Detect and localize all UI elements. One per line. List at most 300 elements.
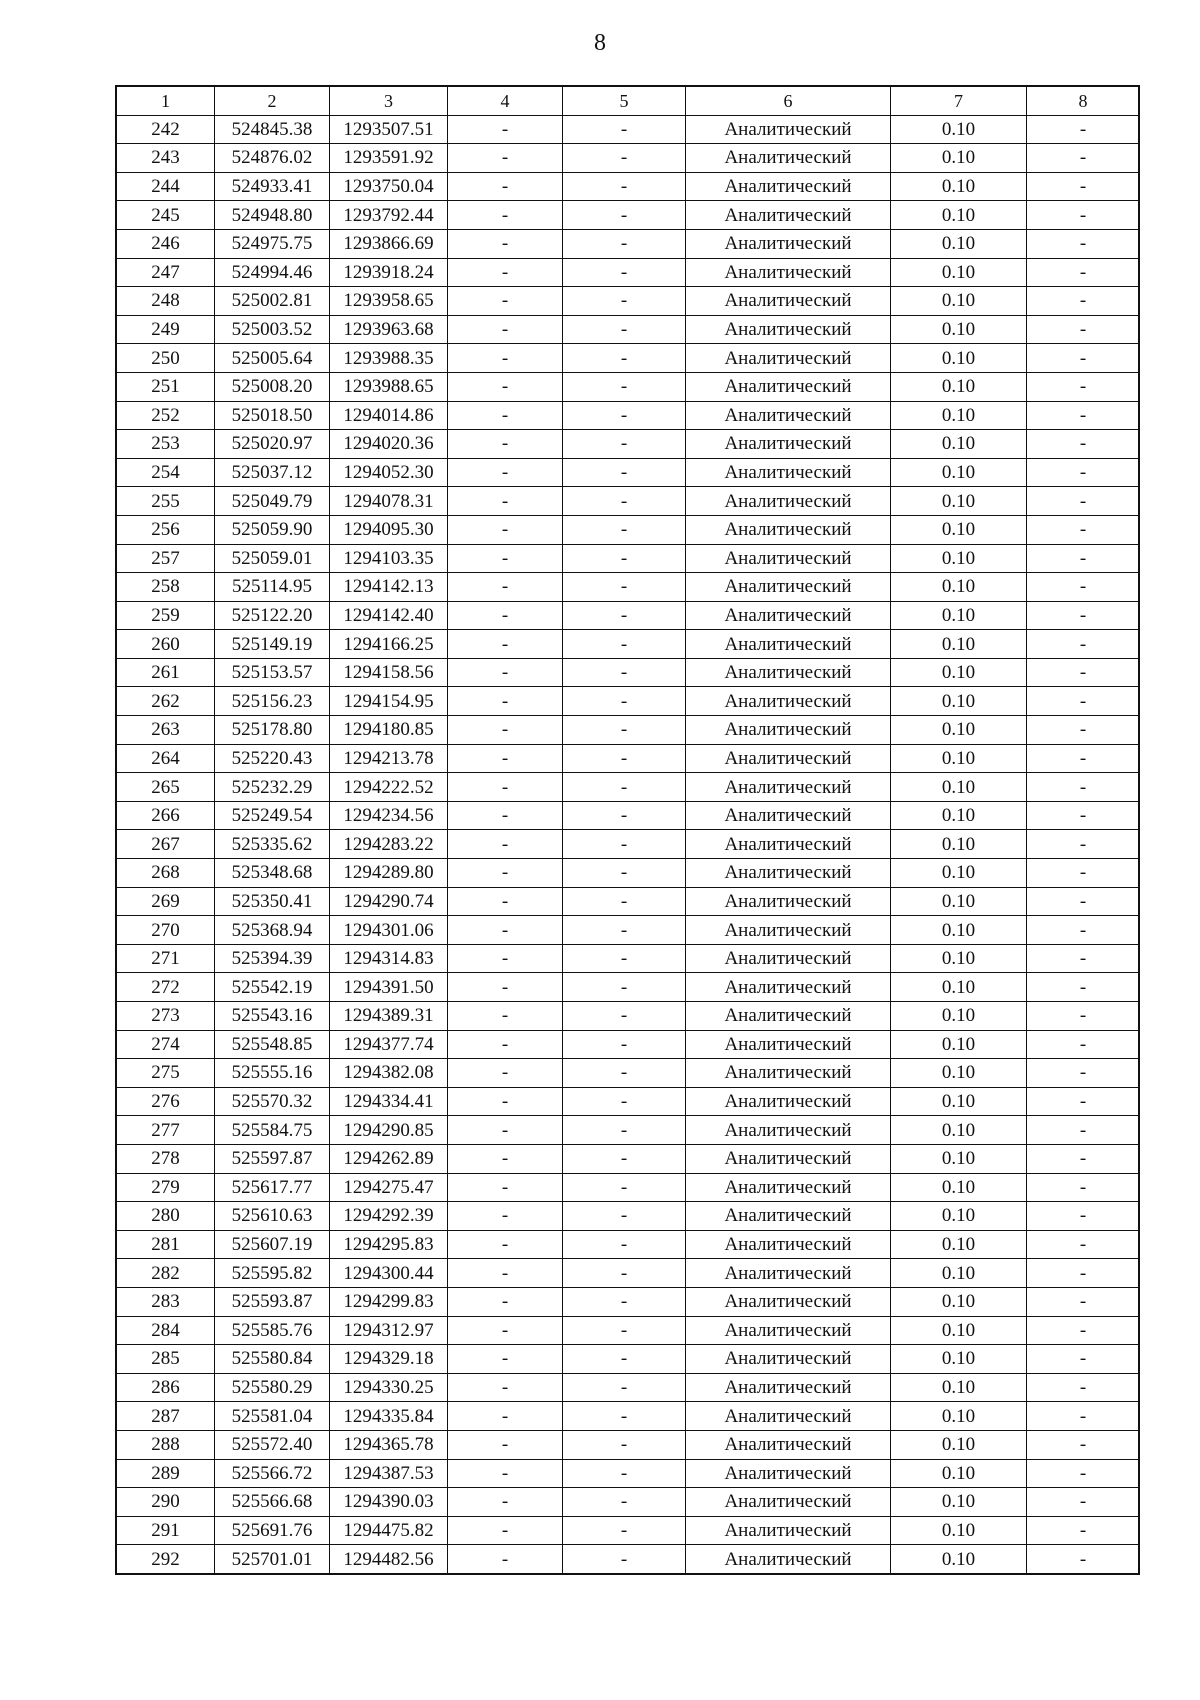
cell-accuracy: 0.10: [891, 687, 1027, 716]
cell-method: Аналитический: [686, 658, 891, 687]
cell-point-number: 270: [117, 916, 215, 945]
cell-point-number: 280: [117, 1202, 215, 1231]
cell-col-8: -: [1027, 315, 1140, 344]
column-header-2: 2: [215, 87, 330, 116]
cell-col-8: -: [1027, 1230, 1140, 1259]
cell-method: Аналитический: [686, 1173, 891, 1202]
table-row: [117, 258, 1140, 287]
cell-coord-x: 525037.12: [215, 458, 330, 487]
cell-method: Аналитический: [686, 1287, 891, 1316]
table-row: [117, 1287, 1140, 1316]
cell-col-5: -: [563, 1488, 686, 1517]
cell-col-4: -: [448, 1545, 563, 1574]
cell-point-number: 243: [117, 144, 215, 173]
cell-method: Аналитический: [686, 716, 891, 745]
cell-col-5: -: [563, 115, 686, 144]
cell-coord-x: 525580.84: [215, 1345, 330, 1374]
cell-col-8: -: [1027, 687, 1140, 716]
table-row: [117, 1373, 1140, 1402]
cell-coord-y: 1294180.85: [330, 716, 448, 745]
cell-point-number: 273: [117, 1002, 215, 1031]
cell-col-5: -: [563, 201, 686, 230]
cell-coord-x: 525691.76: [215, 1516, 330, 1545]
cell-col-4: -: [448, 258, 563, 287]
cell-col-5: -: [563, 258, 686, 287]
table-row: [117, 916, 1140, 945]
cell-point-number: 263: [117, 716, 215, 745]
cell-col-8: -: [1027, 1116, 1140, 1145]
cell-point-number: 249: [117, 315, 215, 344]
cell-method: Аналитический: [686, 515, 891, 544]
cell-coord-x: 525114.95: [215, 573, 330, 602]
cell-coord-x: 525049.79: [215, 487, 330, 516]
cell-col-4: -: [448, 1402, 563, 1431]
cell-accuracy: 0.10: [891, 1430, 1027, 1459]
cell-accuracy: 0.10: [891, 1202, 1027, 1231]
cell-col-8: -: [1027, 544, 1140, 573]
cell-col-5: -: [563, 515, 686, 544]
cell-coord-y: 1294387.53: [330, 1459, 448, 1488]
cell-method: Аналитический: [686, 801, 891, 830]
cell-accuracy: 0.10: [891, 258, 1027, 287]
table-row: [117, 1259, 1140, 1288]
cell-accuracy: 0.10: [891, 573, 1027, 602]
cell-col-5: -: [563, 1144, 686, 1173]
cell-coord-x: 525018.50: [215, 401, 330, 430]
table-row: [117, 859, 1140, 888]
cell-accuracy: 0.10: [891, 1373, 1027, 1402]
cell-coord-x: 525581.04: [215, 1402, 330, 1431]
cell-coord-x: 525580.29: [215, 1373, 330, 1402]
cell-accuracy: 0.10: [891, 830, 1027, 859]
cell-accuracy: 0.10: [891, 1545, 1027, 1574]
cell-col-4: -: [448, 658, 563, 687]
table-row: [117, 773, 1140, 802]
table-row: [117, 344, 1140, 373]
cell-col-5: -: [563, 773, 686, 802]
table-row: [117, 1516, 1140, 1545]
cell-col-4: -: [448, 172, 563, 201]
cell-col-5: -: [563, 687, 686, 716]
cell-method: Аналитический: [686, 887, 891, 916]
cell-col-5: -: [563, 372, 686, 401]
cell-coord-x: 524994.46: [215, 258, 330, 287]
cell-col-5: -: [563, 1002, 686, 1031]
cell-method: Аналитический: [686, 115, 891, 144]
cell-col-4: -: [448, 430, 563, 459]
cell-col-5: -: [563, 401, 686, 430]
column-header-7: 7: [891, 87, 1027, 116]
cell-col-5: -: [563, 1516, 686, 1545]
table-row: [117, 744, 1140, 773]
cell-col-5: -: [563, 801, 686, 830]
table-row: [117, 1202, 1140, 1231]
cell-col-4: -: [448, 115, 563, 144]
cell-method: Аналитический: [686, 1545, 891, 1574]
cell-col-4: -: [448, 1287, 563, 1316]
cell-col-4: -: [448, 1459, 563, 1488]
table-row: [117, 1059, 1140, 1088]
cell-coord-y: 1294329.18: [330, 1345, 448, 1374]
cell-point-number: 258: [117, 573, 215, 602]
cell-col-5: -: [563, 973, 686, 1002]
cell-point-number: 291: [117, 1516, 215, 1545]
cell-col-8: -: [1027, 144, 1140, 173]
table-row: [117, 1430, 1140, 1459]
cell-coord-y: 1293958.65: [330, 287, 448, 316]
cell-coord-y: 1294103.35: [330, 544, 448, 573]
table-row: [117, 1545, 1140, 1574]
cell-point-number: 246: [117, 229, 215, 258]
cell-col-8: -: [1027, 1087, 1140, 1116]
cell-col-4: -: [448, 1345, 563, 1374]
cell-accuracy: 0.10: [891, 1002, 1027, 1031]
cell-col-4: -: [448, 1087, 563, 1116]
cell-col-8: -: [1027, 1488, 1140, 1517]
cell-col-4: -: [448, 744, 563, 773]
cell-method: Аналитический: [686, 916, 891, 945]
cell-accuracy: 0.10: [891, 1116, 1027, 1145]
cell-accuracy: 0.10: [891, 344, 1027, 373]
cell-accuracy: 0.10: [891, 1259, 1027, 1288]
cell-method: Аналитический: [686, 1402, 891, 1431]
cell-col-8: -: [1027, 1345, 1140, 1374]
cell-col-5: -: [563, 1430, 686, 1459]
cell-coord-y: 1294290.74: [330, 887, 448, 916]
cell-coord-y: 1294299.83: [330, 1287, 448, 1316]
cell-col-5: -: [563, 859, 686, 888]
cell-method: Аналитический: [686, 1116, 891, 1145]
cell-col-5: -: [563, 916, 686, 945]
cell-coord-x: 525153.57: [215, 658, 330, 687]
cell-col-4: -: [448, 1488, 563, 1517]
table-row: [117, 544, 1140, 573]
cell-method: Аналитический: [686, 430, 891, 459]
cell-col-4: -: [448, 1059, 563, 1088]
table-header: [117, 87, 1140, 116]
cell-coord-y: 1294222.52: [330, 773, 448, 802]
cell-coord-y: 1294334.41: [330, 1087, 448, 1116]
cell-col-8: -: [1027, 115, 1140, 144]
cell-accuracy: 0.10: [891, 1316, 1027, 1345]
cell-point-number: 264: [117, 744, 215, 773]
cell-coord-x: 525566.68: [215, 1488, 330, 1517]
cell-point-number: 257: [117, 544, 215, 573]
cell-col-5: -: [563, 172, 686, 201]
cell-method: Аналитический: [686, 830, 891, 859]
table-row: [117, 716, 1140, 745]
cell-col-5: -: [563, 744, 686, 773]
cell-method: Аналитический: [686, 1316, 891, 1345]
cell-col-4: -: [448, 773, 563, 802]
cell-point-number: 278: [117, 1144, 215, 1173]
table-row: [117, 430, 1140, 459]
cell-point-number: 253: [117, 430, 215, 459]
cell-col-4: -: [448, 287, 563, 316]
cell-coord-x: 525348.68: [215, 859, 330, 888]
cell-coord-y: 1294234.56: [330, 801, 448, 830]
cell-col-5: -: [563, 1373, 686, 1402]
cell-col-8: -: [1027, 1144, 1140, 1173]
cell-method: Аналитический: [686, 1030, 891, 1059]
cell-point-number: 244: [117, 172, 215, 201]
cell-col-8: -: [1027, 1259, 1140, 1288]
cell-coord-y: 1294330.25: [330, 1373, 448, 1402]
cell-coord-y: 1293866.69: [330, 229, 448, 258]
cell-coord-x: 525584.75: [215, 1116, 330, 1145]
cell-accuracy: 0.10: [891, 944, 1027, 973]
table-row: [117, 973, 1140, 1002]
cell-col-4: -: [448, 515, 563, 544]
cell-point-number: 279: [117, 1173, 215, 1202]
cell-method: Аналитический: [686, 315, 891, 344]
cell-col-5: -: [563, 601, 686, 630]
cell-point-number: 260: [117, 630, 215, 659]
cell-col-8: -: [1027, 401, 1140, 430]
cell-coord-x: 525350.41: [215, 887, 330, 916]
cell-coord-x: 525335.62: [215, 830, 330, 859]
cell-point-number: 251: [117, 372, 215, 401]
cell-point-number: 284: [117, 1316, 215, 1345]
cell-col-5: -: [563, 630, 686, 659]
cell-method: Аналитический: [686, 773, 891, 802]
cell-col-8: -: [1027, 229, 1140, 258]
column-header-5: 5: [563, 87, 686, 116]
cell-coord-x: 525597.87: [215, 1144, 330, 1173]
cell-col-8: -: [1027, 859, 1140, 888]
cell-point-number: 272: [117, 973, 215, 1002]
cell-coord-y: 1294283.22: [330, 830, 448, 859]
cell-accuracy: 0.10: [891, 1059, 1027, 1088]
cell-accuracy: 0.10: [891, 487, 1027, 516]
cell-coord-x: 525585.76: [215, 1316, 330, 1345]
table-row: [117, 1230, 1140, 1259]
cell-col-4: -: [448, 1173, 563, 1202]
cell-accuracy: 0.10: [891, 1345, 1027, 1374]
cell-method: Аналитический: [686, 344, 891, 373]
cell-col-8: -: [1027, 1287, 1140, 1316]
cell-point-number: 292: [117, 1545, 215, 1574]
cell-point-number: 252: [117, 401, 215, 430]
cell-coord-x: 524975.75: [215, 229, 330, 258]
cell-col-5: -: [563, 573, 686, 602]
cell-coord-y: 1294052.30: [330, 458, 448, 487]
cell-col-8: -: [1027, 630, 1140, 659]
cell-method: Аналитический: [686, 744, 891, 773]
cell-accuracy: 0.10: [891, 773, 1027, 802]
cell-col-5: -: [563, 1116, 686, 1145]
cell-method: Аналитический: [686, 1059, 891, 1088]
cell-col-8: -: [1027, 1202, 1140, 1231]
cell-method: Аналитический: [686, 1373, 891, 1402]
cell-col-8: -: [1027, 973, 1140, 1002]
cell-coord-x: 524933.41: [215, 172, 330, 201]
cell-col-8: -: [1027, 1516, 1140, 1545]
cell-coord-y: 1294482.56: [330, 1545, 448, 1574]
cell-method: Аналитический: [686, 287, 891, 316]
cell-accuracy: 0.10: [891, 744, 1027, 773]
cell-col-8: -: [1027, 1173, 1140, 1202]
cell-method: Аналитический: [686, 487, 891, 516]
cell-col-5: -: [563, 1345, 686, 1374]
cell-point-number: 265: [117, 773, 215, 802]
cell-accuracy: 0.10: [891, 887, 1027, 916]
table-row: [117, 458, 1140, 487]
cell-col-8: -: [1027, 1316, 1140, 1345]
cell-col-5: -: [563, 1030, 686, 1059]
column-header-6: 6: [686, 87, 891, 116]
cell-col-5: -: [563, 944, 686, 973]
cell-method: Аналитический: [686, 973, 891, 1002]
cell-col-8: -: [1027, 172, 1140, 201]
cell-coord-y: 1294300.44: [330, 1259, 448, 1288]
cell-method: Аналитический: [686, 859, 891, 888]
cell-col-4: -: [448, 1373, 563, 1402]
cell-col-4: -: [448, 830, 563, 859]
cell-accuracy: 0.10: [891, 1287, 1027, 1316]
cell-coord-y: 1294289.80: [330, 859, 448, 888]
cell-method: Аналитический: [686, 601, 891, 630]
cell-coord-x: 524845.38: [215, 115, 330, 144]
cell-method: Аналитический: [686, 458, 891, 487]
table-row: [117, 1402, 1140, 1431]
cell-coord-y: 1294389.31: [330, 1002, 448, 1031]
table-row: [117, 1002, 1140, 1031]
cell-col-5: -: [563, 1459, 686, 1488]
cell-coord-y: 1294295.83: [330, 1230, 448, 1259]
column-header-8: 8: [1027, 87, 1140, 116]
cell-coord-x: 525368.94: [215, 916, 330, 945]
cell-accuracy: 0.10: [891, 601, 1027, 630]
cell-col-8: -: [1027, 201, 1140, 230]
cell-method: Аналитический: [686, 1488, 891, 1517]
cell-coord-x: 525178.80: [215, 716, 330, 745]
cell-col-4: -: [448, 630, 563, 659]
cell-col-8: -: [1027, 1002, 1140, 1031]
cell-col-5: -: [563, 1287, 686, 1316]
cell-col-8: -: [1027, 458, 1140, 487]
cell-col-8: -: [1027, 1545, 1140, 1574]
cell-accuracy: 0.10: [891, 172, 1027, 201]
cell-point-number: 267: [117, 830, 215, 859]
cell-coord-y: 1294020.36: [330, 430, 448, 459]
cell-coord-x: 525566.72: [215, 1459, 330, 1488]
cell-col-4: -: [448, 573, 563, 602]
cell-accuracy: 0.10: [891, 1087, 1027, 1116]
cell-coord-x: 525232.29: [215, 773, 330, 802]
table-row: [117, 515, 1140, 544]
cell-coord-x: 525003.52: [215, 315, 330, 344]
cell-col-8: -: [1027, 773, 1140, 802]
table-row: [117, 630, 1140, 659]
cell-col-8: -: [1027, 1030, 1140, 1059]
cell-coord-x: 525002.81: [215, 287, 330, 316]
cell-col-4: -: [448, 1230, 563, 1259]
cell-coord-x: 525008.20: [215, 372, 330, 401]
cell-coord-y: 1294475.82: [330, 1516, 448, 1545]
cell-col-4: -: [448, 1516, 563, 1545]
table-row: [117, 658, 1140, 687]
cell-coord-y: 1294014.86: [330, 401, 448, 430]
table-row: [117, 1116, 1140, 1145]
cell-col-4: -: [448, 401, 563, 430]
cell-method: Аналитический: [686, 630, 891, 659]
cell-accuracy: 0.10: [891, 630, 1027, 659]
cell-col-8: -: [1027, 1430, 1140, 1459]
cell-col-4: -: [448, 1259, 563, 1288]
cell-col-5: -: [563, 1202, 686, 1231]
cell-coord-y: 1293918.24: [330, 258, 448, 287]
cell-coord-y: 1294292.39: [330, 1202, 448, 1231]
cell-point-number: 250: [117, 344, 215, 373]
cell-method: Аналитический: [686, 372, 891, 401]
table-row: [117, 372, 1140, 401]
cell-point-number: 248: [117, 287, 215, 316]
cell-col-8: -: [1027, 744, 1140, 773]
cell-accuracy: 0.10: [891, 544, 1027, 573]
cell-point-number: 290: [117, 1488, 215, 1517]
cell-point-number: 269: [117, 887, 215, 916]
cell-accuracy: 0.10: [891, 801, 1027, 830]
cell-col-4: -: [448, 716, 563, 745]
cell-point-number: 277: [117, 1116, 215, 1145]
cell-method: Аналитический: [686, 544, 891, 573]
cell-col-8: -: [1027, 344, 1140, 373]
table-row: [117, 287, 1140, 316]
cell-accuracy: 0.10: [891, 1402, 1027, 1431]
cell-col-4: -: [448, 544, 563, 573]
cell-point-number: 287: [117, 1402, 215, 1431]
cell-coord-y: 1293591.92: [330, 144, 448, 173]
cell-point-number: 255: [117, 487, 215, 516]
cell-method: Аналитический: [686, 687, 891, 716]
table-row: [117, 315, 1140, 344]
cell-coord-y: 1294390.03: [330, 1488, 448, 1517]
cell-col-8: -: [1027, 487, 1140, 516]
cell-coord-y: 1294312.97: [330, 1316, 448, 1345]
cell-col-5: -: [563, 315, 686, 344]
table-row: [117, 1345, 1140, 1374]
cell-accuracy: 0.10: [891, 115, 1027, 144]
cell-point-number: 288: [117, 1430, 215, 1459]
cell-accuracy: 0.10: [891, 1516, 1027, 1545]
cell-col-5: -: [563, 716, 686, 745]
cell-coord-x: 525572.40: [215, 1430, 330, 1459]
cell-coord-y: 1293988.35: [330, 344, 448, 373]
cell-coord-y: 1294275.47: [330, 1173, 448, 1202]
column-header-1: 1: [117, 87, 215, 116]
cell-coord-y: 1294158.56: [330, 658, 448, 687]
cell-col-4: -: [448, 1202, 563, 1231]
table-row: [117, 1087, 1140, 1116]
cell-method: Аналитический: [686, 1516, 891, 1545]
cell-point-number: 274: [117, 1030, 215, 1059]
cell-coord-y: 1294262.89: [330, 1144, 448, 1173]
cell-col-4: -: [448, 1144, 563, 1173]
table-row: [117, 1144, 1140, 1173]
cell-accuracy: 0.10: [891, 229, 1027, 258]
cell-method: Аналитический: [686, 1202, 891, 1231]
cell-coord-x: 525394.39: [215, 944, 330, 973]
table-row: [117, 1030, 1140, 1059]
cell-col-8: -: [1027, 1402, 1140, 1431]
cell-coord-y: 1294365.78: [330, 1430, 448, 1459]
cell-coord-x: 525149.19: [215, 630, 330, 659]
cell-col-4: -: [448, 1430, 563, 1459]
cell-point-number: 259: [117, 601, 215, 630]
cell-point-number: 282: [117, 1259, 215, 1288]
column-header-3: 3: [330, 87, 448, 116]
